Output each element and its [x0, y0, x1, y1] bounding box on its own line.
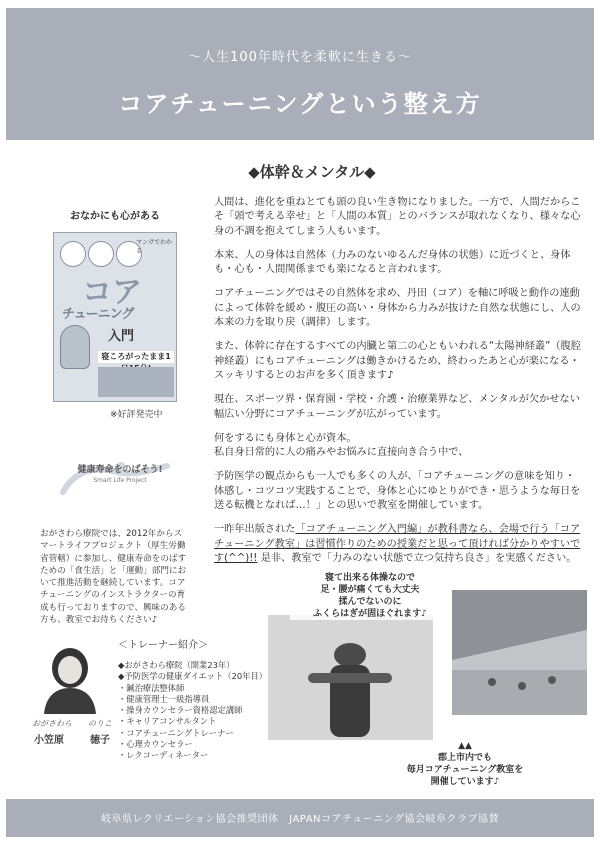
clinic-description: おがさわら療院では、2012年からスマートライフプロジェクト（厚生労働省管轄）に参加し、健康寿命をのばすための「食生活」と「運動」部門において推進活動を継続しています。コアチューニングのインストラクターの育成も行っておりますので、興味のある方も、教室でお待ちください♪ [40, 529, 187, 626]
paragraph-5: 現在、スポーツ界・保育園・学校・介護・治療業界など、メンタルが欠かせない幅広い分野にコアチューニングが広がっています。 [214, 394, 580, 420]
caption-line: 揉んでないのに [338, 597, 402, 607]
kana-family: おがさわら [32, 719, 72, 728]
smart-life-title: 健康寿命をのばそう! [77, 465, 163, 475]
person-illustration-icon [60, 325, 90, 369]
header-banner [6, 8, 594, 140]
trainer-credentials [118, 660, 268, 762]
caption-line: 足・腰が痛くても大丈夫 [320, 585, 420, 595]
bubble-shape [88, 241, 114, 267]
trainer-name-kana [32, 718, 112, 729]
credential-subitem: ・鍼治療法整体師 [118, 682, 185, 693]
page-title: コアチューニングという整え方 [118, 90, 482, 118]
trainer-portrait-icon [38, 642, 102, 714]
body-text [214, 196, 584, 576]
book-cover-feature-boxes [98, 367, 174, 397]
footer-banner [6, 799, 594, 837]
paragraph-6b: 私自身日常的に人の痛みやお悩みに直接向き合う中で、 [214, 447, 469, 459]
paragraph-6 [214, 432, 584, 461]
paragraph-2: 本来、人の身体は自然体（力みのないゆるんだ身体の状態）に近づくと、身体も・心も・人間関係までも楽になると言われます。 [214, 249, 571, 276]
paragraph-4: また、体幹に存在するすべての内臓と第二の心ともいわれる“太陽神経叢”（腹腔神経叢）にもコアチューニングは働きかけるため、終わったあと心が楽になる・スッキリするとのお声を多く頂きます♪ [214, 341, 581, 381]
bubble-shape [60, 241, 86, 267]
credential-subitem: ・レクコーディネーター [118, 750, 209, 761]
arrow-up-icon: ▲▲ [458, 741, 472, 751]
book-cover-band: 寝ころがったまま1 [98, 351, 174, 363]
credential-subitem: ・コアチューニングトレーナー [118, 727, 234, 738]
paragraph-3: コアチューニングではその自然体を求め、丹田（コア）を軸に呼吸と動作の連動によって体幹を緩め・腹圧の高い・身体から力みが抜けた自然な状態にし、人の本来の力を取り戻（調律）します。 [214, 288, 581, 329]
classroom-photo-icon [452, 590, 587, 715]
paragraph-7: 予防医学の観点からも一人でも多くの人が、「コアチューニングの意味を知り・体感し・コツコツ実践することで、身体と心にゆとりができ・思うような毎日を送る転機となれば…！」との思いで教室を開催しています。 [214, 471, 581, 512]
exercise-photo-caption [290, 572, 450, 620]
section-heading: ◆体幹＆メンタル◆ [248, 163, 376, 181]
trainer-name [32, 718, 112, 746]
book-cover-intro: 入門 [108, 329, 135, 344]
book-cover-big-title: コア [82, 275, 142, 310]
book-cover-image [53, 232, 177, 402]
paragraph-8-pre: 一昨年出版された [214, 524, 296, 536]
exercise-photo [268, 615, 433, 740]
caption-line: ふくらはぎが固ほぐれます♪ [313, 609, 427, 619]
kana-given: のりこ [88, 719, 112, 728]
paragraph-6a: 何をするにも身体と心が資本。 [214, 432, 357, 444]
header-subtitle: 〜人生100年時代を柔軟に生きる〜 [188, 50, 412, 65]
smart-life-subtitle: Smart Life Project [93, 477, 147, 484]
credential-item: ◆予防医学の健康ダイエット（20年目） [118, 671, 268, 682]
classroom-photo-caption [395, 740, 535, 788]
credential-subitem: ・健康管理士一級指導員 [118, 693, 210, 704]
caption-line: 寝て出来る体操なので [324, 573, 415, 583]
paragraph-8 [214, 523, 584, 566]
trainer-name-kanji [32, 731, 112, 746]
book-caption: おなかにも心がある [70, 211, 160, 222]
classroom-photo [452, 590, 587, 715]
book-note: ※好評発売中 [110, 410, 163, 420]
credential-subitem: ・キャリアコンサルタント [118, 716, 217, 727]
caption-line: 開催しています♪ [430, 777, 500, 787]
credential-item: ◆おがさわら療院（開業23年） [118, 660, 235, 670]
lying-person-photo-icon [268, 615, 433, 740]
trainer-heading: ＜トレーナー紹介＞ [118, 640, 208, 651]
book-cover-mid-title: チューニング [62, 307, 134, 322]
credential-subitem: ・操身カウンセラー資格認定講師 [118, 705, 243, 716]
caption-line: 毎月コアチューニング教室を [406, 765, 524, 775]
paragraph-1: 人間は、進化を重ねとても頭の良い生き物になりました。一方で、人間だからこそ「頭で考える幸せ」と「人間の本質」とのバランスが取れなくなり、様々な心身の不調を抱えてしまう人もいます。 [214, 197, 581, 237]
footer-text: 岐阜県レクリエーション協会推奨団体 JAPANコアチューニング協会岐阜クラブ協賛 [100, 814, 500, 825]
book-ribbon: マンガでわかる [136, 239, 173, 255]
paragraph-8-highlight: 「コアチューニング入門編」が教科書なら、会場で行う「コアチューニング教室」は習慣作りのための授業だと思って頂ければ分かりやすいです(^^)!! [214, 524, 581, 564]
name-family: 小笠原 [34, 735, 64, 746]
credential-subitem: ・心理カウンセラー [118, 739, 193, 750]
caption-line: 郡上市内でも [437, 753, 492, 763]
paragraph-8-post: 是非、教室で「力みのない状態で立つ気持ち良さ」を実感ください。 [257, 552, 577, 564]
name-given: 徳子 [90, 735, 110, 746]
